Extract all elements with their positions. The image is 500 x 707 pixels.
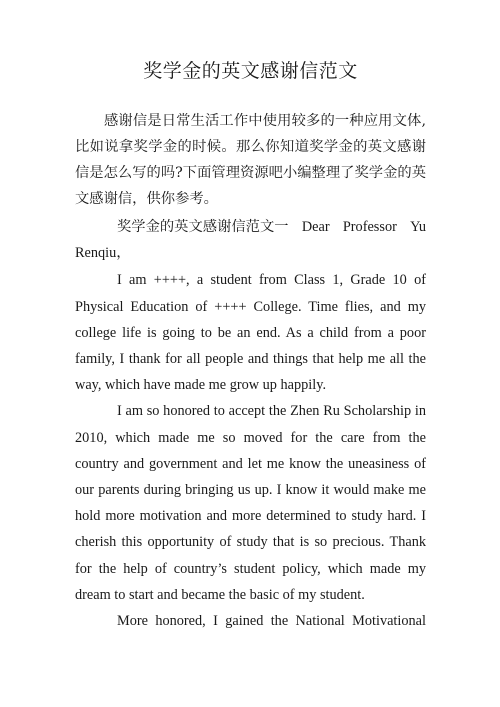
document-title: 奖学金的英文感谢信范文 — [143, 60, 358, 82]
body-paragraph-2: I am so honored to accept the Zhen Ru Scholarship in 2010, which made me so moved for the care from the country and government and let me know the uneasiness of our parents during bringing us up. I know it would make me hold more motivation and more determined to study hard. I cherish this opportunity of study that is so precious. Thank for the help of country’s student policy, which made my dream to start and became the basic of my student. — [75, 403, 426, 603]
salutation-word-yu: Yu — [410, 219, 426, 235]
salutation-block — [75, 214, 426, 266]
body-paragraph-3: More honored, I gained the National Motivational — [117, 613, 426, 630]
salutation-name: Renqiu， — [75, 245, 131, 262]
salutation-line — [75, 214, 426, 240]
salutation-word-professor: Professor — [342, 219, 397, 235]
body-paragraph-1: I am ++++, a student from Class 1, Grade 10 of Physical Education of ++++ College. Time flies, and my college life is going to be an end. As a child from a poor family, I thank for all people and things that help me all the way, which have made me grow up happily. — [75, 272, 426, 394]
section-heading: 奖学金的英文感谢信范文一 — [117, 219, 289, 235]
intro-paragraph: 感谢信是日常生活工作中使用较多的一种应用文体,比如说拿奖学金的时候。那么你知道奖学金的英文感谢信是怎么写的吗?下面管理资源吧小编整理了奖学金的英文感谢信，供你参考。 — [75, 113, 426, 207]
salutation-word-dear: Dear — [301, 219, 330, 235]
